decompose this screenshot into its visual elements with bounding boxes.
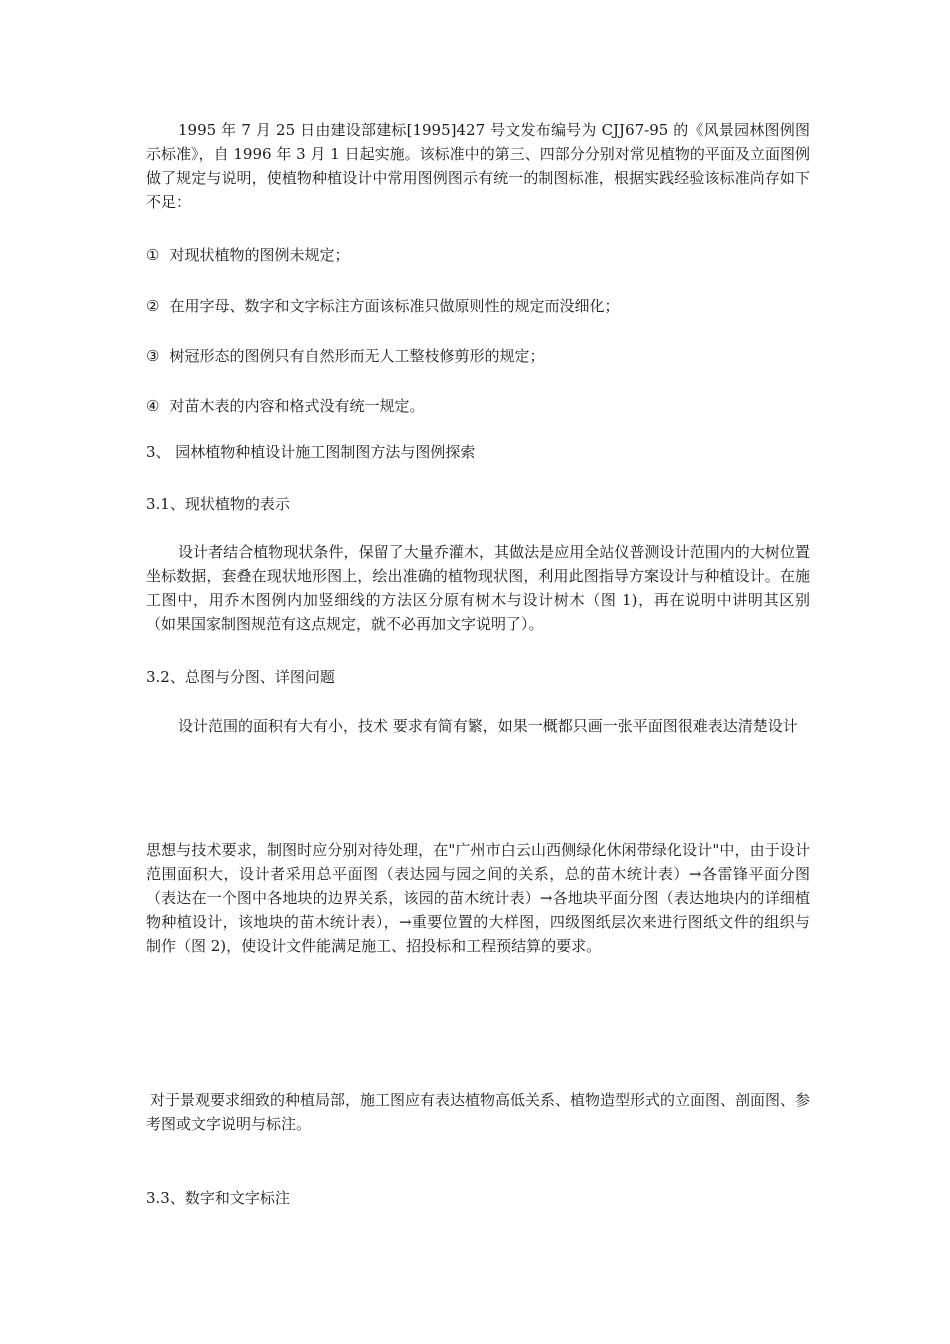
heading-section-3-2: 3.2、总图与分图、详图问题 bbox=[146, 668, 335, 686]
list-item-1 bbox=[146, 243, 810, 267]
list-number: ① bbox=[146, 246, 160, 264]
section-3-2-paragraph-a: 设计范围的面积有大有小，技术 要求有简有繁，如果一概都只画一张平面图很难表达清楚设计 bbox=[178, 717, 798, 735]
list-item-2 bbox=[146, 294, 810, 318]
heading-section-3-1: 3.1、现状植物的表示 bbox=[146, 495, 290, 513]
intro-paragraph: 1995 年 7 月 25 日由建设部建标[1995]427 号文发布编号为 CJJ67-95 的《风景园林图例图示标准》，自 1996 年 3 月 1 日起实施。该标准中的第三、四部分分别对常见植物的平面及立面图例做了规定与说明，使植物种植设计中常用图例图示有统一的制图标准，根据实践经验该标准尚存如下不足： bbox=[146, 121, 810, 211]
list-item-3 bbox=[146, 344, 810, 368]
list-text: 对苗木表的内容和格式没有统一规定。 bbox=[169, 397, 425, 415]
list-text: 在用字母、数字和文字标注方面该标准只做原则性的规定而没细化； bbox=[169, 297, 620, 315]
list-text: 对现状植物的图例未规定； bbox=[169, 246, 350, 264]
list-item-4 bbox=[146, 394, 810, 418]
list-number: ② bbox=[146, 297, 160, 315]
heading-section-3: 3、 园林植物种植设计施工图制图方法与图例探索 bbox=[146, 443, 476, 461]
section-3-1-paragraph: 设计者结合植物现状条件，保留了大量乔灌木，其做法是应用全站仪普测设计范围内的大树位置坐标数据，套叠在现状地形图上，绘出准确的植物现状图，利用此图指导方案设计与种植设计。在施工图中，用乔木图例内加竖细线的方法区分原有树木与设计树木（图 1)，再在说明中讲明其区别（如果国家制图规范有这点规定，就不必再加文字说明了）。 bbox=[146, 543, 810, 633]
section-3-2-paragraph-b: 思想与技术要求，制图时应分别对待处理，在"广州市白云山西侧绿化休闲带绿化设计"中，由于设计范围面积大，设计者采用总平面图（表达园与园之间的关系，总的苗木统计表）→各雷锋平面分图（表达在一个图中各地块的边界关系，该园的苗木统计表）→各地块平面分图（表达地块内的详细植物种植设计，该地块的苗木统计表），→重要位置的大样图，四级图纸层次来进行图纸文件的组织与制作（图 2)，使设计文件能满足施工、招投标和工程预结算的要求。 bbox=[146, 841, 810, 955]
list-number: ④ bbox=[146, 397, 160, 415]
heading-section-3-3: 3.3、数字和文字标注 bbox=[146, 1189, 290, 1207]
section-3-2-paragraph-c: 对于景观要求细致的种植局部，施工图应有表达植物高低关系、植物造型形式的立面图、剖面图、参考图或文字说明与标注。 bbox=[146, 1091, 811, 1133]
list-text: 树冠形态的图例只有自然形而无人工整枝修剪形的规定； bbox=[169, 347, 545, 365]
list-number: ③ bbox=[146, 347, 160, 365]
